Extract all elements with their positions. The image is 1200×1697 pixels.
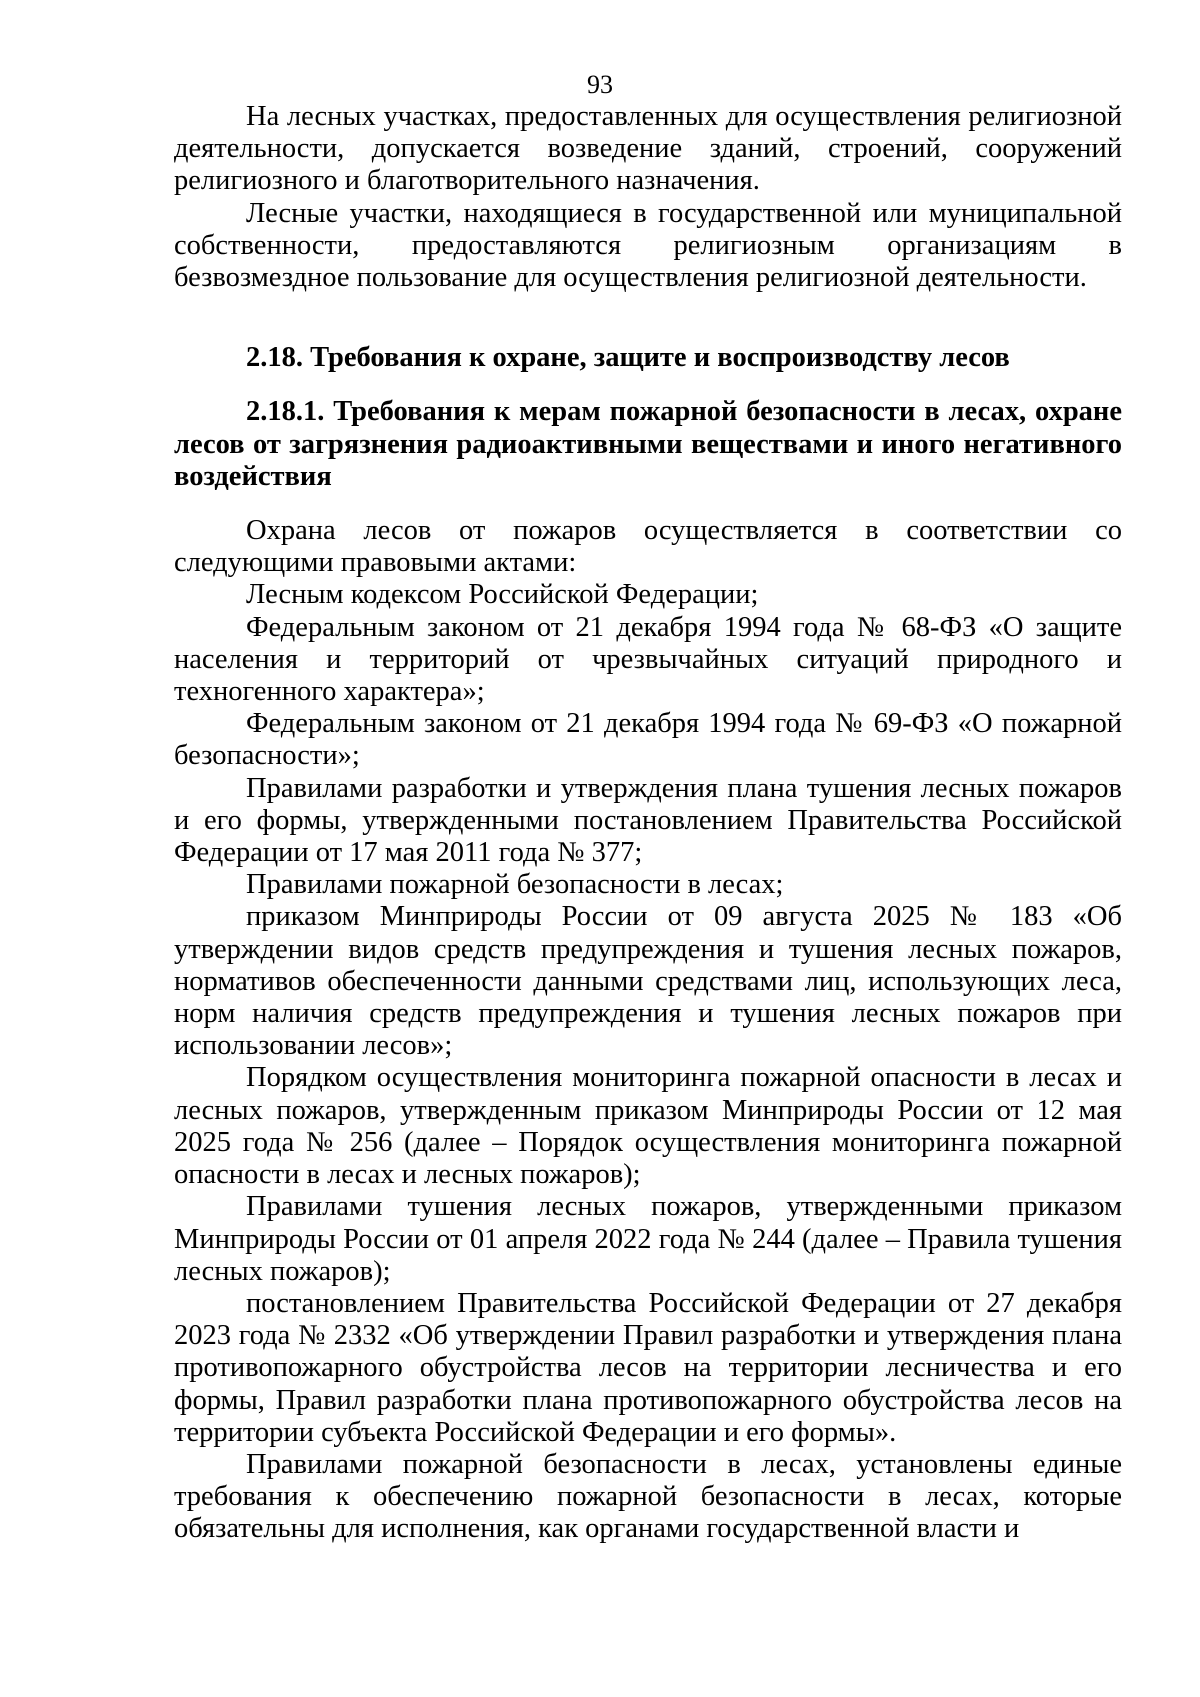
page-number: 93	[587, 70, 613, 99]
paragraph: На лесных участках, предоставленных для осуществления религиозной деятельности, допускается возведение зданий, строений, сооружений религиозного и благотворительного назначения.	[174, 101, 1122, 197]
paragraph: приказом Минприроды России от 09 августа 2025 № 183 «Об утверждении видов средств предупреждения и тушения лесных пожаров, нормативов обеспеченности данными средствами лиц, использующих леса, норм наличия средств предупреждения и тушения лесных пожаров при использовании лесов»;	[174, 901, 1122, 1062]
paragraph: постановлением Правительства Российской Федерации от 27 декабря 2023 года № 2332 «Об утверждении Правил разработки и утверждения плана противопожарного обустройства лесов на территории лесничества и его формы, Правил разработки плана противопожарного обустройства лесов на территории субъекта Российской Федерации и его формы».	[174, 1287, 1122, 1448]
page-content	[174, 101, 1122, 1546]
paragraph: Правилами тушения лесных пожаров, утвержденными приказом Минприроды России от 01 апреля 2022 года № 244 (далее – Правила тушения лесных пожаров);	[174, 1191, 1122, 1287]
paragraph: Федеральным законом от 21 декабря 1994 года № 68-ФЗ «О защите населения и территорий от чрезвычайных ситуаций природного и техногенного характера»;	[174, 611, 1122, 708]
section-heading: 2.18. Требования к охране, защите и воспроизводству лесов	[246, 342, 1010, 374]
paragraph: Правилами пожарной безопасности в лесах;	[246, 869, 784, 901]
paragraph: Порядком осуществления мониторинга пожарной опасности в лесах и лесных пожаров, утвержденным приказом Минприроды России от 12 мая 2025 года № 256 (далее – Порядок осуществления мониторинга пожарной опасности в лесах и лесных пожаров);	[174, 1062, 1122, 1191]
paragraph: Охрана лесов от пожаров осуществляется в соответствии со следующими правовыми актами:	[174, 515, 1122, 579]
subsection-heading: 2.18.1. Требования к мерам пожарной безопасности в лесах, охране лесов от загрязнения радиоактивными веществами и иного негативного воздействия	[174, 396, 1122, 492]
paragraph: Правилами пожарной безопасности в лесах, установлены единые требования к обеспечению пожарной безопасности в лесах, которые обязательны для исполнения, как органами государственной власти и	[174, 1448, 1122, 1545]
paragraph: Федеральным законом от 21 декабря 1994 года № 69-ФЗ «О пожарной безопасности»;	[174, 708, 1122, 772]
paragraph: Лесные участки, находящиеся в государственной или муниципальной собственности, предоставляются религиозным организациям в безвозмездное пользование для осуществления религиозной деятельности.	[174, 197, 1122, 294]
paragraph: Правилами разработки и утверждения плана тушения лесных пожаров и его формы, утвержденными постановлением Правительства Российской Федерации от 17 мая 2011 года № 377;	[174, 772, 1122, 869]
paragraph: Лесным кодексом Российской Федерации;	[246, 579, 759, 611]
